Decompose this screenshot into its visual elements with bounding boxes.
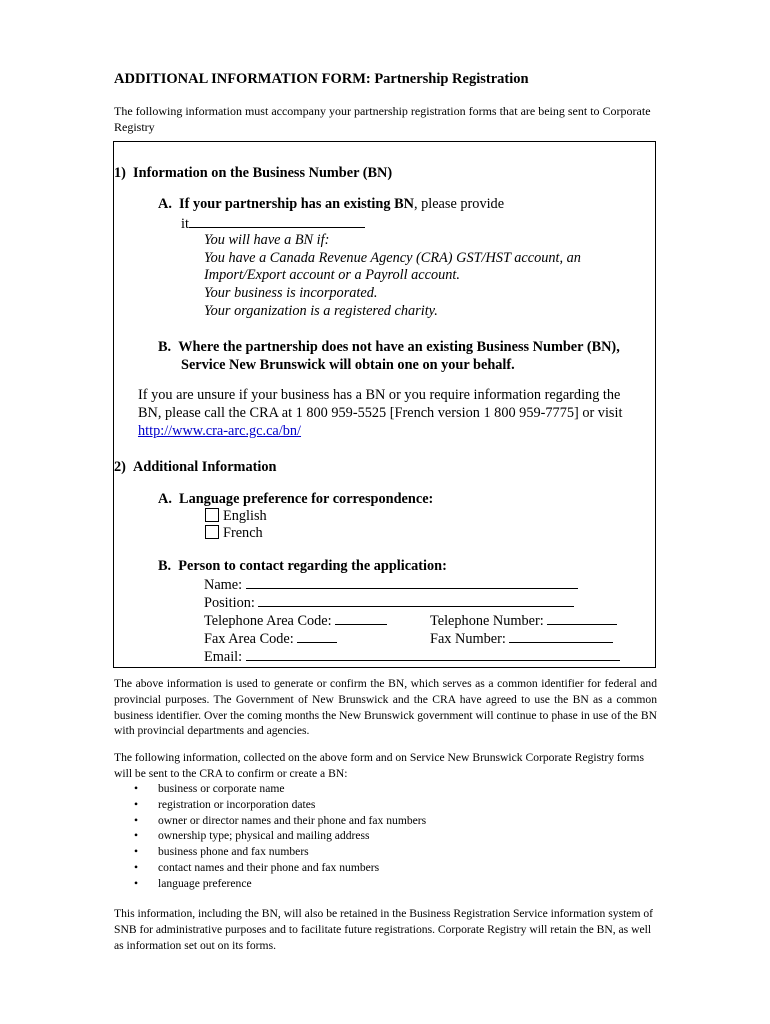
tel-area-row <box>204 610 387 630</box>
english-label: English <box>223 508 267 524</box>
unsure-text-line2: BN, please call the CRA at 1 800 959-5525 [French version 1 800 959-7775] or visit <box>138 405 623 421</box>
list-item: • contact names and their phone and fax numbers <box>114 860 657 876</box>
bn-condition-line: Your organization is a registered charity. <box>204 303 438 319</box>
section2-heading: 2) Additional Information <box>114 459 277 475</box>
french-option[interactable] <box>205 524 263 542</box>
english-option[interactable] <box>205 507 267 525</box>
language-pref-label: A. Language preference for correspondence: <box>158 491 434 507</box>
fax-number-field[interactable] <box>509 628 613 643</box>
french-checkbox[interactable] <box>205 525 219 539</box>
shared-info-list <box>114 781 657 892</box>
email-field[interactable] <box>246 646 620 661</box>
english-checkbox[interactable] <box>205 508 219 522</box>
position-label: Position: <box>204 595 255 611</box>
unsure-text-line1: If you are unsure if your business has a BN or you require information regarding the <box>138 387 621 403</box>
tel-number-row <box>430 610 617 630</box>
bn-condition-line: Your business is incorporated. <box>204 285 378 301</box>
tel-area-label: Telephone Area Code: <box>204 613 332 629</box>
position-field[interactable] <box>258 592 574 607</box>
position-row <box>204 592 574 612</box>
list-item: • business phone and fax numbers <box>114 844 657 860</box>
section1-a-rest: , please provide <box>413 196 505 212</box>
retention-paragraph: This information, including the BN, will also be retained in the Business Registration Service information system of SNB for administrative purposes and to facilitate future registrations. Corporate Registry will retain the BN, as well as information set out on its forms. <box>114 907 654 952</box>
section1-heading: 1) Information on the Business Number (BN) <box>114 165 393 181</box>
list-item: • owner or director names and their phone and fax numbers <box>114 813 657 829</box>
fax-number-label: Fax Number: <box>430 631 506 647</box>
section1-a-it: it <box>181 216 189 232</box>
bn-usage-paragraph: The above information is used to generate or confirm the BN, which serves as a common identifier for federal and provincial purposes. The Government of New Brunswick and the CRA have agreed to use the BN as a common business identifier. Over the coming months the New Brunswick government will continue to phase in use of the BN with provincial departments and agencies. <box>114 677 657 738</box>
section1-b-line2: Service New Brunswick will obtain one on your behalf. <box>181 357 515 373</box>
name-label: Name: <box>204 577 243 593</box>
cra-link[interactable]: http://www.cra-arc.gc.ca/bn/ <box>138 423 302 439</box>
fax-number-row <box>430 628 613 648</box>
form-title: ADDITIONAL INFORMATION FORM: Partnership Registration <box>114 71 529 87</box>
bn-condition-line: You will have a BN if: <box>204 232 330 248</box>
list-item: • business or corporate name <box>114 781 657 797</box>
section1-b-line1: B. Where the partnership does not have an existing Business Number (BN), <box>158 339 620 355</box>
tel-number-label: Telephone Number: <box>430 613 544 629</box>
fax-area-label: Fax Area Code: <box>204 631 294 647</box>
bn-condition-line: Import/Export account or a Payroll account. <box>204 267 460 283</box>
section1-a-it-line <box>181 213 365 233</box>
contact-person-label: B. Person to contact regarding the application: <box>158 558 447 574</box>
name-row <box>204 574 578 594</box>
tel-number-field[interactable] <box>547 610 617 625</box>
name-field[interactable] <box>246 574 578 589</box>
section1-a-label: A. If your partnership has an existing BN <box>158 196 414 212</box>
fax-area-field[interactable] <box>297 628 337 643</box>
email-row <box>204 646 620 666</box>
list-item: • language preference <box>114 876 657 892</box>
fax-area-row <box>204 628 337 648</box>
bn-condition-line: You have a Canada Revenue Agency (CRA) GST/HST account, an <box>204 250 581 266</box>
list-item: • registration or incorporation dates <box>114 797 657 813</box>
intro-text: The following information must accompany your partnership registration forms that are being sent to Corporate Registry <box>114 104 651 134</box>
existing-bn-field[interactable] <box>189 213 365 228</box>
info-shared-paragraph: The following information, collected on the above form and on Service New Brunswick Corporate Registry forms will be sent to the CRA to confirm or create a BN: <box>114 751 644 780</box>
section1-a-line <box>158 195 504 213</box>
french-label: French <box>223 525 263 541</box>
email-label: Email: <box>204 649 243 665</box>
list-item: • ownership type; physical and mailing address <box>114 828 657 844</box>
tel-area-field[interactable] <box>335 610 387 625</box>
